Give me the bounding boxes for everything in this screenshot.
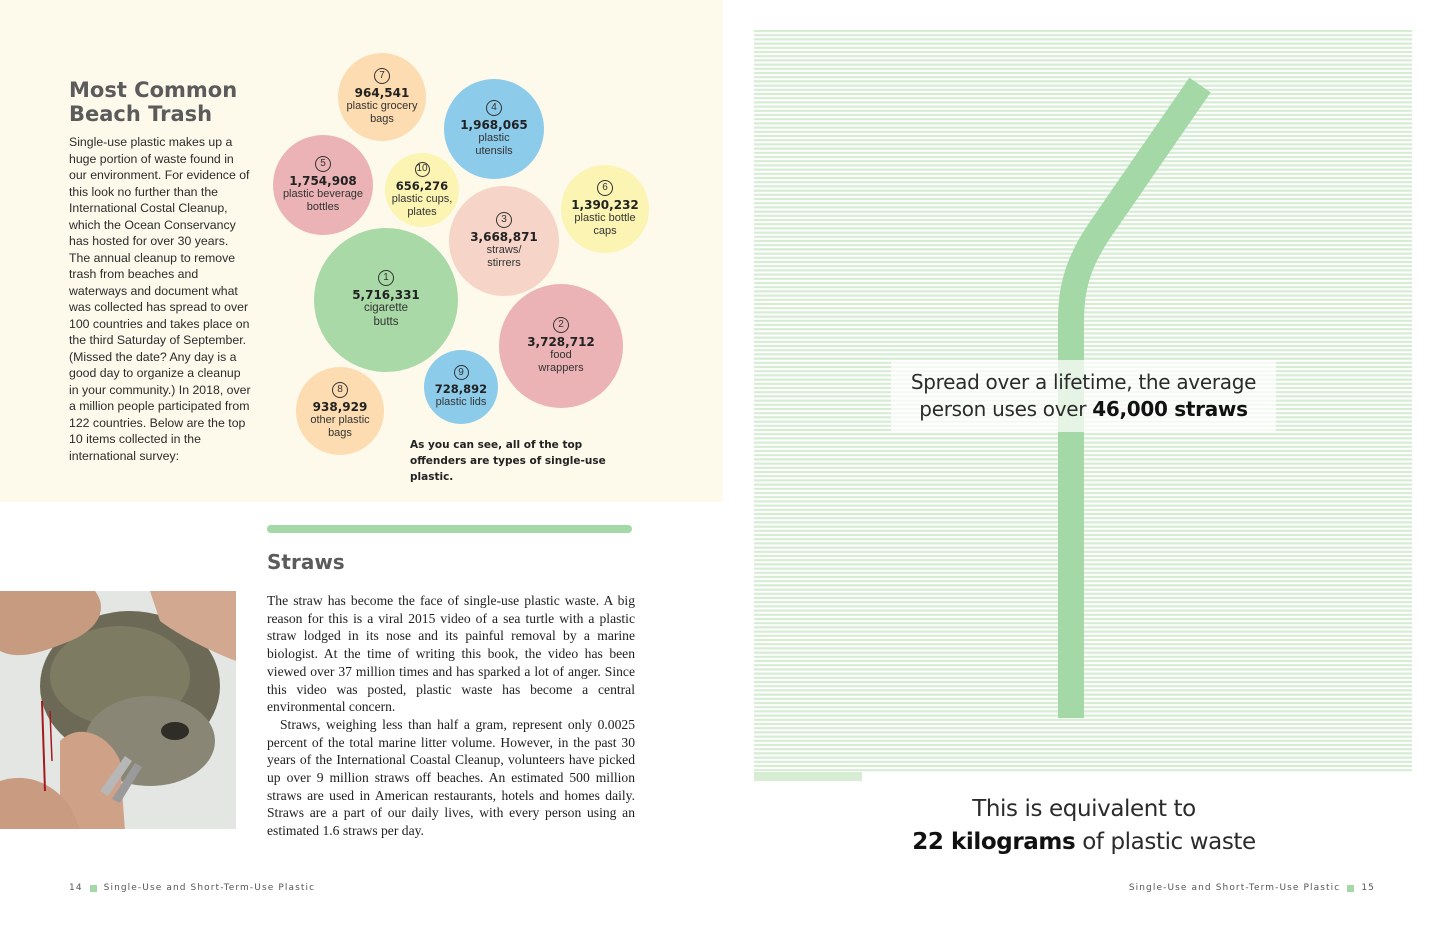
bubble-rank: 3 <box>496 212 512 228</box>
bubble-item-2 <box>499 284 623 408</box>
bubble-rank: 1 <box>378 270 394 286</box>
footer-square-icon <box>90 885 97 892</box>
bubble-label: plastic <box>478 132 510 145</box>
callout-line-1: Spread over a lifetime, the average <box>910 370 1257 394</box>
bubble-item-6 <box>561 165 649 253</box>
bubble-rank: 5 <box>315 156 331 172</box>
callout-value: 46,000 straws <box>1092 397 1248 421</box>
grid-tail <box>754 772 862 781</box>
callout-line-2 <box>919 396 1247 423</box>
bubble-value: 938,929 <box>312 400 368 415</box>
bubble-item-8 <box>296 367 384 455</box>
equiv-line-1: This is equivalent to <box>972 796 1196 822</box>
equiv-suffix: of plastic waste <box>1082 829 1256 855</box>
bubble-item-7 <box>338 53 426 141</box>
bubble-label: bottles <box>306 201 340 213</box>
bubble-value: 3,728,712 <box>527 335 595 350</box>
equiv-value: 22 kilograms <box>912 829 1076 855</box>
bubble-label: plates <box>407 205 437 218</box>
bubble-label: other plastic <box>310 414 370 427</box>
page-number: 15 <box>1361 883 1375 893</box>
footer-title: Single-Use and Short-Term-Use Plastic <box>103 883 316 893</box>
chart-note: As you can see, all of the top offenders are types of single-use plastic. <box>410 439 606 483</box>
bubble-value: 3,668,871 <box>470 230 538 245</box>
section-heading: Straws <box>267 550 345 574</box>
lifetime-callout <box>891 360 1276 432</box>
bubble-item-5 <box>273 135 373 235</box>
page-title: Most Common Beach Trash <box>69 78 238 126</box>
bubble-item-10 <box>385 153 459 227</box>
bubble-label: straws/ <box>486 244 522 257</box>
bubble-label: food <box>550 349 572 362</box>
infographic-panel <box>0 0 723 502</box>
bubble-value: 5,716,331 <box>352 288 420 303</box>
bubble-label: bags <box>328 427 352 439</box>
callout-prefix: person uses over <box>919 397 1087 421</box>
bubble-rank: 10 <box>415 162 430 177</box>
footer-left <box>69 883 315 893</box>
bubble-rank: 6 <box>597 180 613 196</box>
bubble-label: butts <box>373 316 399 328</box>
bubble-value: 728,892 <box>434 382 488 397</box>
bubble-rank: 7 <box>374 68 390 84</box>
bubble-value: 1,968,065 <box>460 118 528 133</box>
equivalence-callout <box>890 793 1278 859</box>
paragraph: Straws, weighing less than half a gram, represent only 0.0025 percent of the total marine litter volume. However, in the past 30 years of the International Coastal Cleanup, volunteers have picked up over 9 million straws off beaches. An estimated 500 million straws are used in American restaurants, hotels and homes daily. Straws are a part of our daily lives, with every person using an estimated 1.6 straws per day. <box>267 716 635 839</box>
bubble-label: plastic lids <box>435 396 487 409</box>
bubble-value: 1,754,908 <box>289 174 357 189</box>
equiv-line-2 <box>890 826 1278 859</box>
page-number: 14 <box>69 883 83 893</box>
bubble-label: plastic cups, <box>391 192 453 205</box>
bubble-item-1 <box>314 228 458 372</box>
paragraph: The straw has become the face of single-use plastic waste. A big reason for this is a viral 2015 video of a sea turtle with a plastic straw lodged in its nose and its painful removal by a marine biologist. At the time of writing this book, the video has been viewed over 37 million times and has sparked a lot of anger. Since this video was posted, plastic waste has become a central environmental concern. <box>267 593 635 715</box>
bubble-label: stirrers <box>487 257 521 269</box>
bubble-label: bags <box>370 113 394 125</box>
sea-turtle-photo <box>0 591 236 829</box>
bubble-rank: 9 <box>454 365 469 380</box>
bubble-label: plastic beverage <box>282 188 364 201</box>
footer-square-icon <box>1347 885 1354 892</box>
bubble-label: cigarette <box>363 302 409 315</box>
bubble-value: 1,390,232 <box>571 198 639 213</box>
bubble-rank: 4 <box>486 100 502 116</box>
bubble-value: 964,541 <box>354 86 410 101</box>
intro-text: Single-use plastic makes up a huge portion of waste found in our environment. For evidence of this look no further than the International Costal Cleanup, which the Ocean Conservancy has hosted for over 30 years. The annual cleanup to remove trash from beaches and waterways and document what was collected has spread to over 100 countries and takes place on the third Saturday of September. (Missed the date? Any day is a good day to organize a cleanup in your community.) In 2018, over a million people participated from 122 countries. Below are the top 10 items collected in the international survey: <box>69 135 251 463</box>
bubble-value: 656,276 <box>395 178 449 193</box>
footer-title: Single-Use and Short-Term-Use Plastic <box>1128 883 1341 893</box>
bubble-label: utensils <box>475 145 513 157</box>
footer-right <box>1129 883 1375 893</box>
bubble-label: caps <box>593 225 617 237</box>
section-divider <box>267 525 632 533</box>
bubble-item-4 <box>444 79 544 179</box>
straws-body <box>267 592 635 840</box>
bubble-label: plastic grocery <box>346 100 418 113</box>
bubble-rank: 2 <box>553 317 569 333</box>
bubble-label: plastic bottle <box>574 212 636 225</box>
bubble-rank: 8 <box>332 382 348 398</box>
bubble-item-3 <box>449 186 559 296</box>
bubble-item-9 <box>424 350 498 424</box>
bubble-label: wrappers <box>538 362 584 374</box>
